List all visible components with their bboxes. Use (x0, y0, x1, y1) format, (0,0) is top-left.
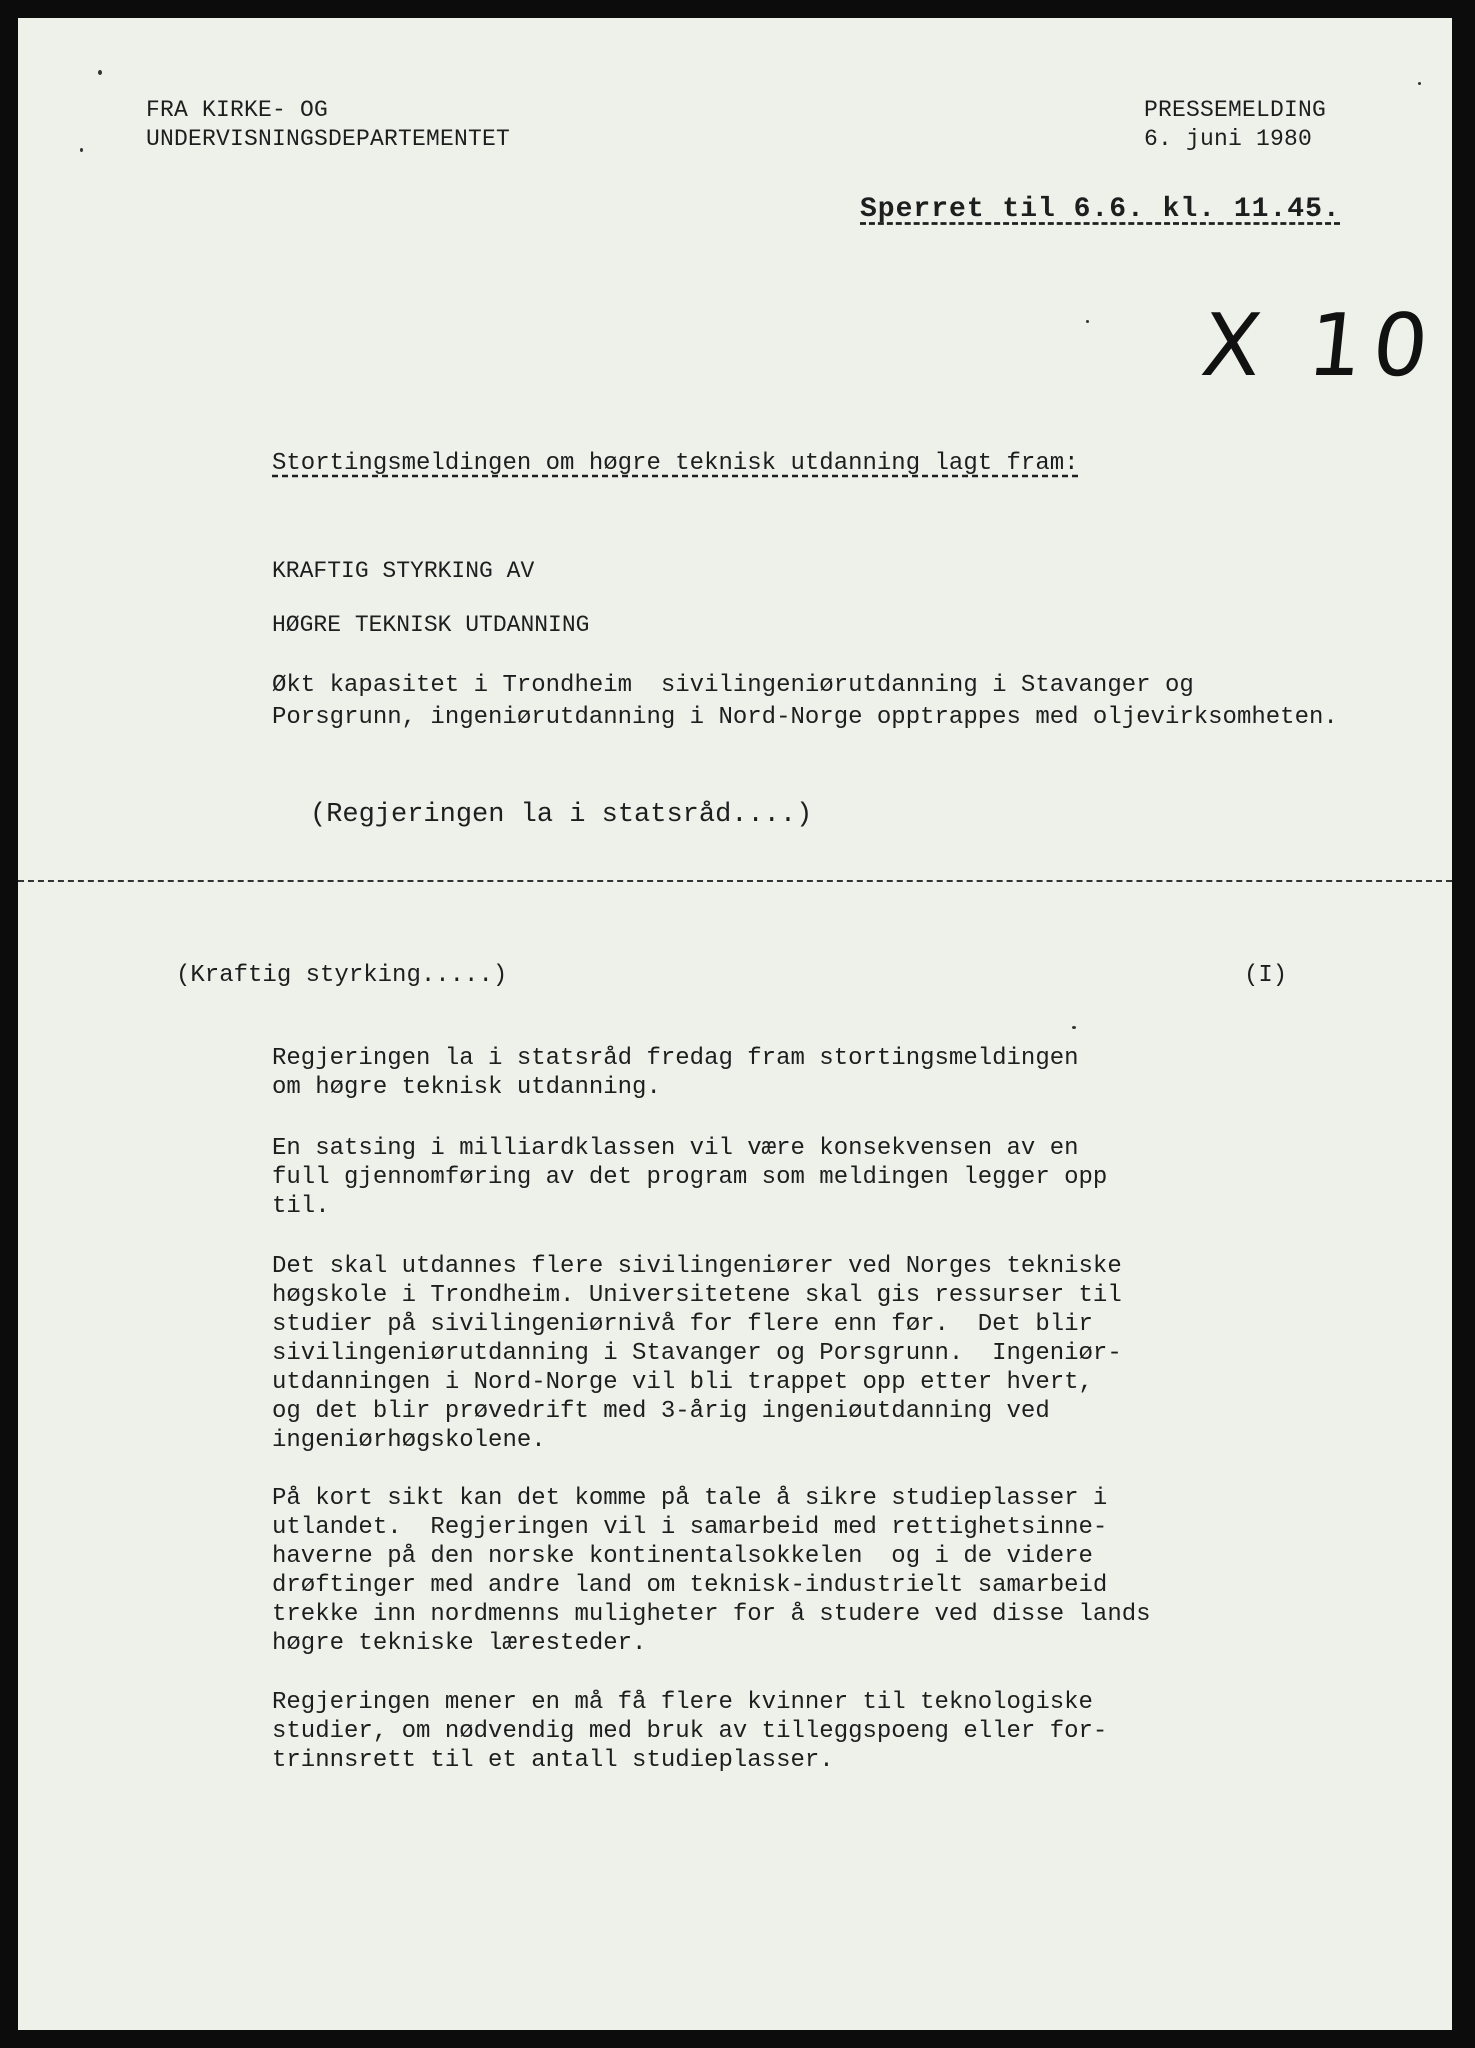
lead-paragraph (272, 670, 1338, 734)
embargo-notice: Sperret til 6.6. kl. 11.45. (860, 194, 1341, 225)
release-type: PRESSEMELDING (1144, 97, 1327, 123)
paper-speck (98, 70, 102, 75)
section-number: (I) (1244, 962, 1288, 989)
sender-line2: UNDERVISNINGSDEPARTEMENTET (146, 126, 511, 152)
paper-speck (1418, 82, 1421, 85)
regjeringen-line: (Regjeringen la i statsråd....) (310, 800, 813, 830)
handwritten-note: X 10 (1196, 296, 1443, 396)
release-date: 6. juni 1980 (1144, 126, 1313, 152)
sender-block (146, 96, 510, 154)
body-paragraph-2: En satsing i milliardklassen vil være konsekvensen av en full gjennomføring av det program som meldingen legger opp til. (272, 1135, 1108, 1220)
lead-line1: Økt kapasitet i Trondheim sivilingeniørutdanning i Stavanger og (272, 672, 1194, 699)
paper-speck (80, 148, 83, 152)
paper-speck (1072, 1026, 1076, 1029)
dashed-divider (18, 880, 1452, 882)
headline-line2: HØGRE TEKNISK UTDANNING (272, 612, 590, 638)
release-block (1144, 96, 1326, 154)
headline-line1: KRAFTIG STYRKING AV (272, 558, 535, 584)
body-paragraph-5: Regjeringen mener en må få flere kvinner til teknologiske studier, om nødvendig med bruk av tilleggspoeng eller for- trinnsrett til et antall studieplasser. (272, 1689, 1108, 1774)
section-label: (Kraftig styrking.....) (176, 962, 508, 989)
body-paragraph-3: Det skal utdannes flere sivilingeniører ved Norges tekniske høgskole i Trondheim. Universitetene skal gis ressurser til studier på sivilingeniørnivå for flere enn før. Det blir sivilingeniørutdanning i Stavanger og Porsgrunn. Ingeniør- utdanningen i Nord-Norge vil bli trappet opp etter hvert, og det blir prøvedrift med 3-årig ingeniøutdanning ved ingeniørhøgskolene. (272, 1253, 1122, 1454)
body-paragraph-1: Regjeringen la i statsråd fredag fram stortingsmeldingen om høgre teknisk utdanning. (272, 1045, 1079, 1101)
lead-line2: Porsgrunn, ingeniørutdanning i Nord-Norge opptrappes med oljevirksomheten. (272, 704, 1338, 731)
subject-line: Stortingsmeldingen om høgre teknisk utdanning lagt fram: (272, 450, 1079, 477)
document-page (18, 18, 1452, 2030)
paper-speck (1086, 320, 1089, 323)
sender-line1: FRA KIRKE- OG (146, 97, 329, 123)
body-paragraph-4: På kort sikt kan det komme på tale å sikre studieplasser i utlandet. Regjeringen vil i samarbeid med rettighetsinne- haverne på den norske kontinentalsokkelen og i de videre drøftinger med andre land om teknisk-industrielt samarbeid trekke inn nordmenns muligheter for å studere ved disse lands høgre tekniske læresteder. (272, 1485, 1151, 1657)
